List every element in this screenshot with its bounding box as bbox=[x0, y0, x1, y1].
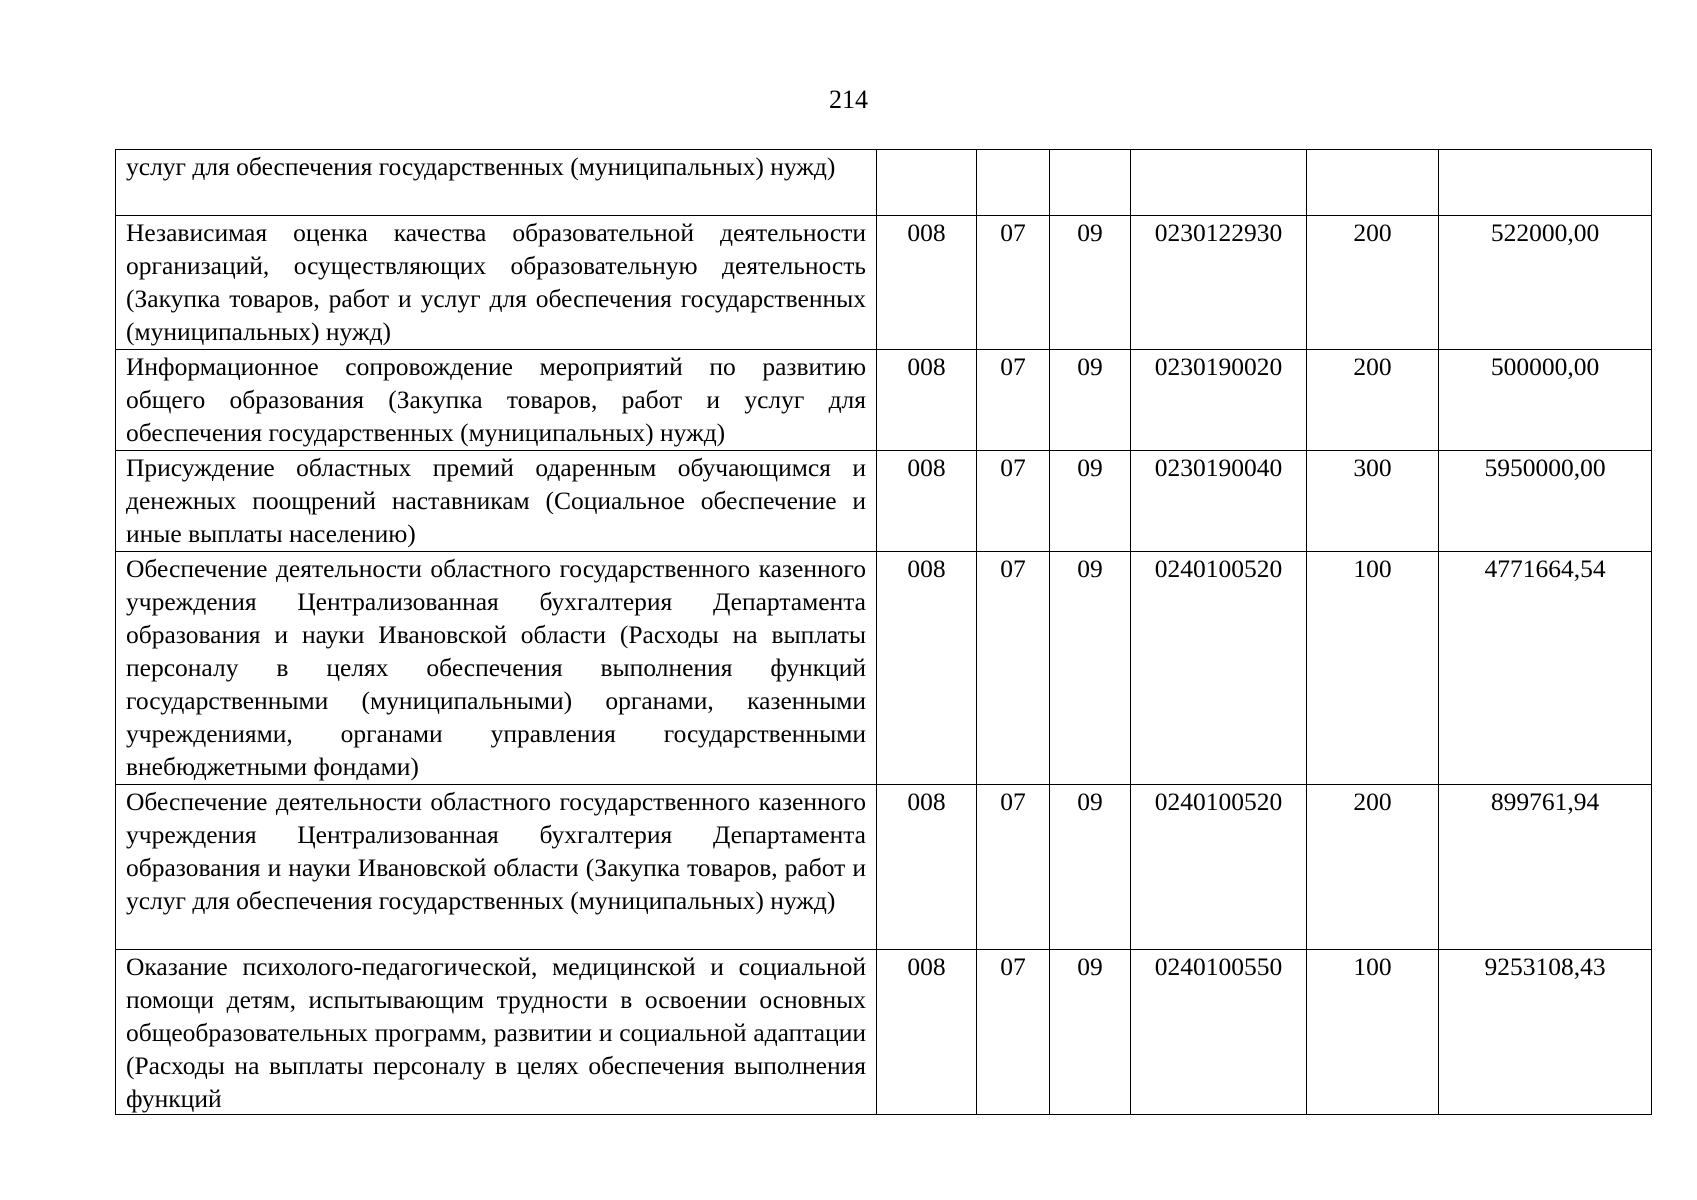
row-section-code: 07 bbox=[977, 216, 1050, 350]
row-section-code: 07 bbox=[977, 785, 1050, 950]
row-amount: 9253108,43 bbox=[1439, 950, 1652, 1115]
row-amount: 899761,94 bbox=[1439, 785, 1652, 950]
row-target-article: 0230190020 bbox=[1131, 350, 1307, 451]
row-target-article: 0230122930 bbox=[1131, 216, 1307, 350]
row-section-code bbox=[977, 150, 1050, 216]
row-ministry-code: 008 bbox=[877, 785, 977, 950]
row-expense-type: 100 bbox=[1307, 950, 1439, 1115]
row-subsection-code: 09 bbox=[1050, 216, 1131, 350]
row-target-article: 0230190040 bbox=[1131, 451, 1307, 552]
table-row bbox=[116, 350, 1652, 451]
table-row bbox=[116, 216, 1652, 350]
row-subsection-code: 09 bbox=[1050, 950, 1131, 1115]
table-row bbox=[116, 785, 1652, 950]
row-subsection-code bbox=[1050, 150, 1131, 216]
row-subsection-code: 09 bbox=[1050, 451, 1131, 552]
row-section-code: 07 bbox=[977, 350, 1050, 451]
row-amount: 522000,00 bbox=[1439, 216, 1652, 350]
row-amount bbox=[1439, 150, 1652, 216]
row-description: Оказание психолого-педагогической, медицинской и социальной помощи детям, испытывающим трудности в освоении основных общеобразовательных программ, развитии и социальной адаптации (Расходы на выплаты персоналу в целях обеспечения выполнения функций bbox=[126, 952, 866, 1113]
row-ministry-code: 008 bbox=[877, 216, 977, 350]
row-target-article: 0240100520 bbox=[1131, 785, 1307, 950]
row-section-code: 07 bbox=[977, 950, 1050, 1115]
row-amount: 5950000,00 bbox=[1439, 451, 1652, 552]
row-amount: 500000,00 bbox=[1439, 350, 1652, 451]
row-description: Присуждение областных премий одаренным обучающимся и денежных поощрений наставникам (Социальное обеспечение и иные выплаты населению) bbox=[116, 451, 877, 552]
row-ministry-code: 008 bbox=[877, 451, 977, 552]
row-description: Независимая оценка качества образовательной деятельности организаций, осуществляющих образовательную деятельность (Закупка товаров, работ и услуг для обеспечения государственных (муниципальных) нужд) bbox=[116, 216, 877, 350]
row-expense-type: 300 bbox=[1307, 451, 1439, 552]
row-subsection-code: 09 bbox=[1050, 552, 1131, 785]
row-ministry-code bbox=[877, 150, 977, 216]
row-ministry-code: 008 bbox=[877, 552, 977, 785]
row-ministry-code: 008 bbox=[877, 950, 977, 1115]
row-expense-type bbox=[1307, 150, 1439, 216]
page-number: 214 bbox=[829, 85, 868, 114]
row-section-code: 07 bbox=[977, 451, 1050, 552]
row-expense-type: 200 bbox=[1307, 216, 1439, 350]
row-subsection-code: 09 bbox=[1050, 350, 1131, 451]
row-description-cell bbox=[116, 950, 877, 1115]
row-target-article: 0240100520 bbox=[1131, 552, 1307, 785]
row-expense-type: 200 bbox=[1307, 350, 1439, 451]
row-subsection-code: 09 bbox=[1050, 785, 1131, 950]
row-target-article: 0240100550 bbox=[1131, 950, 1307, 1115]
row-expense-type: 100 bbox=[1307, 552, 1439, 785]
row-description: Обеспечение деятельности областного государственного казенного учреждения Централизованная бухгалтерия Департамента образования и науки Ивановской области (Расходы на выплаты персоналу в целях обеспечения выполнения функций государственными (муниципальными) органами, казенными учреждениями, органами управления государственными внебюджетными фондами) bbox=[116, 552, 877, 785]
table-row bbox=[116, 150, 1652, 216]
budget-table bbox=[115, 149, 1652, 1115]
row-section-code: 07 bbox=[977, 552, 1050, 785]
table-row bbox=[116, 552, 1652, 785]
row-ministry-code: 008 bbox=[877, 350, 977, 451]
table-row bbox=[116, 950, 1652, 1115]
row-amount: 4771664,54 bbox=[1439, 552, 1652, 785]
row-target-article bbox=[1131, 150, 1307, 216]
row-description: Обеспечение деятельности областного государственного казенного учреждения Централизованная бухгалтерия Департамента образования и науки Ивановской области (Закупка товаров, работ и услуг для обеспечения государственных (муниципальных) нужд) bbox=[116, 785, 877, 950]
row-description: Информационное сопровождение мероприятий по развитию общего образования (Закупка товаров, работ и услуг для обеспечения государственных (муниципальных) нужд) bbox=[116, 350, 877, 451]
table-row bbox=[116, 451, 1652, 552]
row-description: услуг для обеспечения государственных (муниципальных) нужд) bbox=[116, 150, 877, 216]
row-expense-type: 200 bbox=[1307, 785, 1439, 950]
